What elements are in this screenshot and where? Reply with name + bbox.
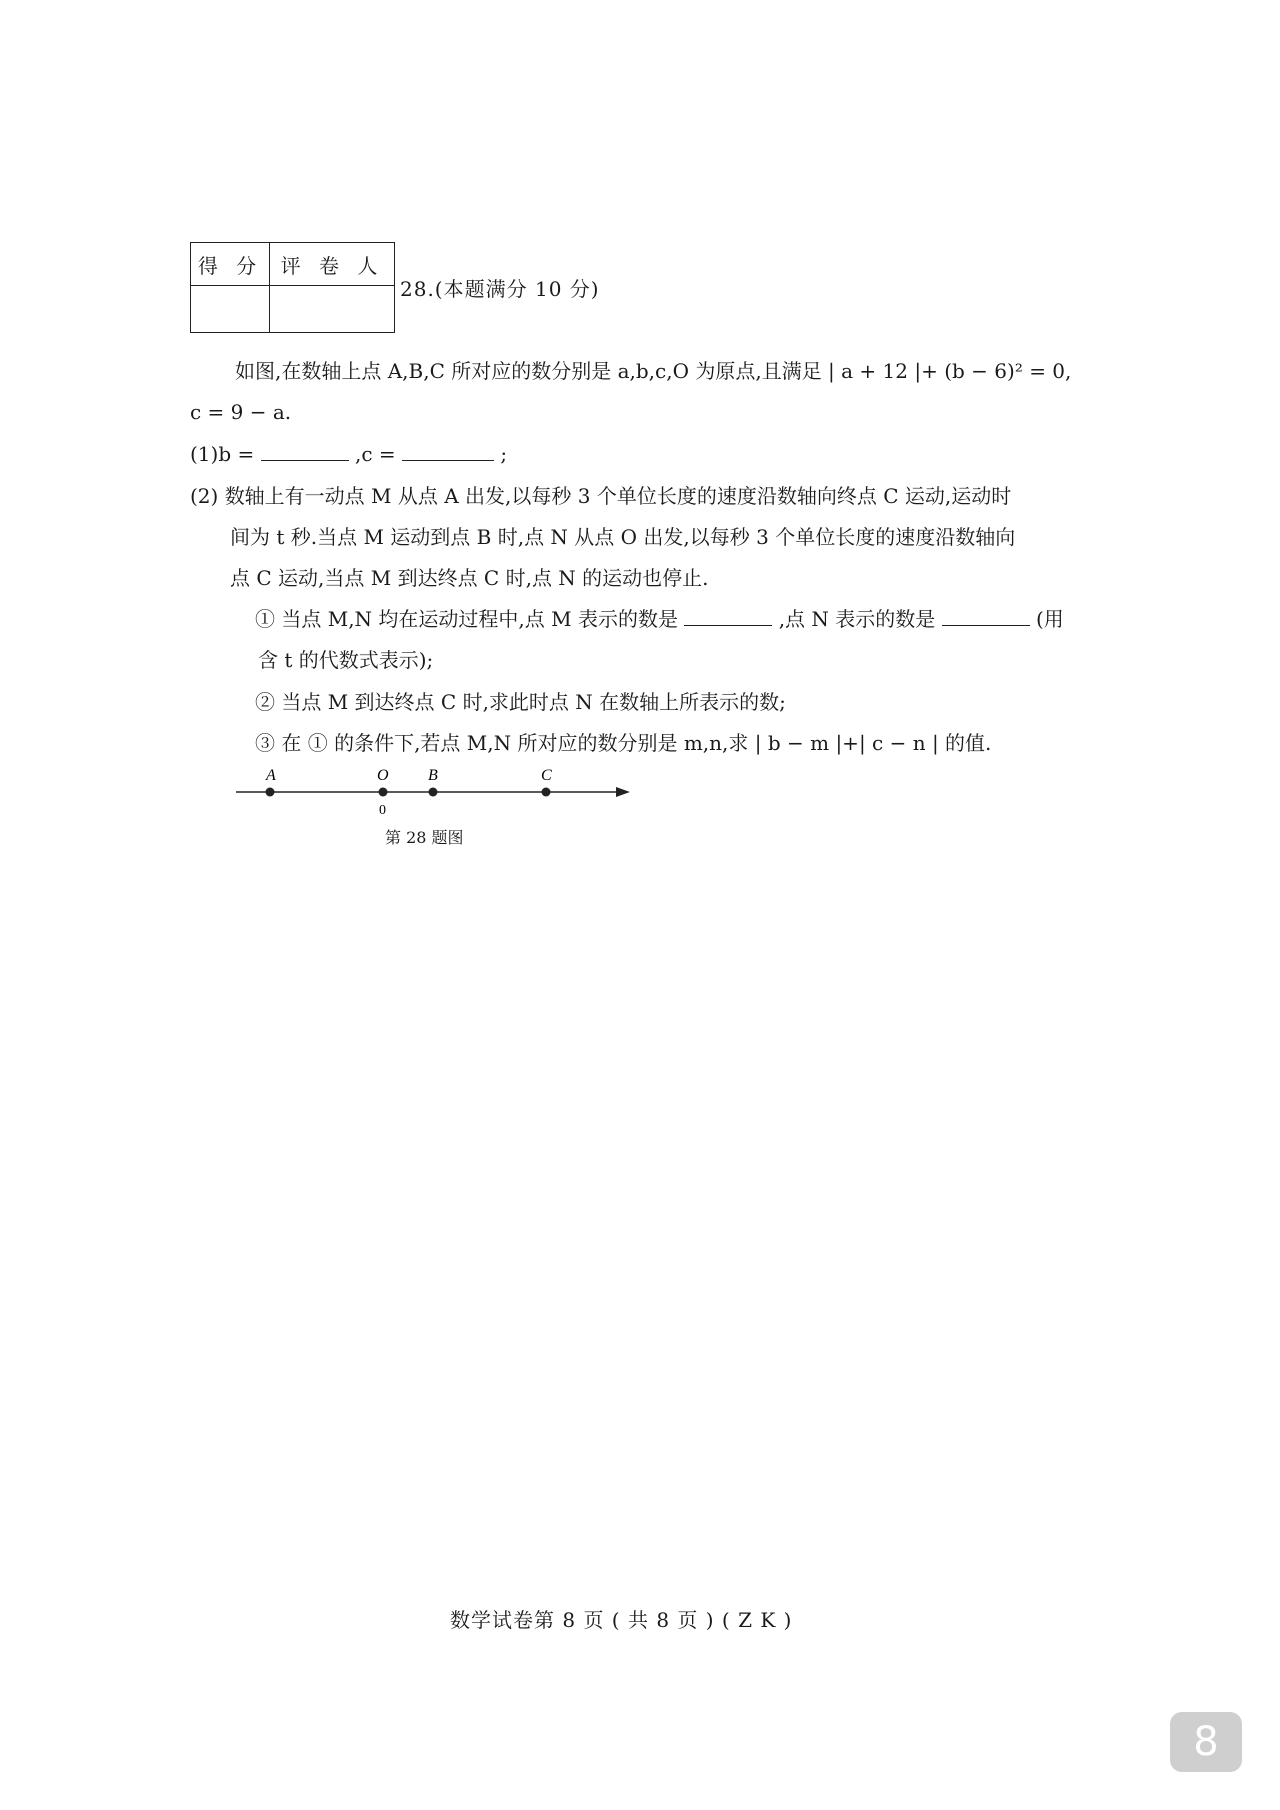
point-b-label: B — [428, 767, 438, 784]
figure-caption: 第 28 题图 — [385, 828, 464, 847]
part-2-line-3: 点 C 运动,当点 M 到达终点 C 时,点 N 的运动也停止. — [230, 566, 709, 590]
part-1 — [190, 440, 507, 468]
point-c-label: C — [541, 767, 552, 784]
part-1-b-label: (1)b = — [190, 442, 255, 466]
page-footer: 数学试卷第 8 页 ( 共 8 页 ) ( Z K ) — [450, 1608, 793, 1632]
part-1-c-label: ,c = — [354, 442, 396, 466]
sub-1-line-1 — [255, 605, 1064, 633]
sub-2: ② 当点 M 到达终点 C 时,求此时点 N 在数轴上所表示的数; — [255, 690, 786, 714]
score-table — [190, 242, 395, 333]
origin-tick-label: 0 — [379, 803, 386, 818]
point-o-dot — [379, 788, 388, 797]
sub-1-end: (用 — [1035, 607, 1064, 631]
question-title: 28.(本题满分 10 分) — [400, 277, 600, 301]
page-number-badge: 8 — [1170, 1712, 1242, 1772]
intro-line-1: 如图,在数轴上点 A,B,C 所对应的数分别是 a,b,c,O 为原点,且满足 | a + 12 |+ (b − 6)² = 0, — [235, 359, 1072, 383]
grader-label: 评 卷 人 — [270, 243, 395, 286]
part-1-end: ; — [500, 442, 508, 466]
sub-1-n-label: ,点 N 表示的数是 — [778, 607, 936, 631]
answer-blank-m[interactable] — [684, 605, 772, 626]
answer-blank-c[interactable] — [402, 440, 494, 461]
score-label: 得 分 — [191, 243, 270, 286]
intro-line-2: c = 9 − a. — [190, 400, 292, 424]
sub-1-m-label: ① 当点 M,N 均在运动过程中,点 M 表示的数是 — [255, 607, 678, 631]
score-cell — [191, 286, 270, 333]
point-a-label: A — [266, 767, 276, 784]
grader-cell — [270, 286, 395, 333]
part-2-line-2: 间为 t 秒.当点 M 运动到点 B 时,点 N 从点 O 出发,以每秒 3 个单位长度的速度沿数轴向 — [230, 525, 1016, 549]
answer-blank-b[interactable] — [261, 440, 349, 461]
sub-3: ③ 在 ① 的条件下,若点 M,N 所对应的数分别是 m,n,求 | b − m |+| c − n | 的值. — [255, 731, 992, 755]
point-a-dot — [266, 788, 275, 797]
point-b-dot — [429, 788, 438, 797]
part-2-line-1: (2) 数轴上有一动点 M 从点 A 出发,以每秒 3 个单位长度的速度沿数轴向终点 C 运动,运动时 — [190, 484, 1012, 508]
point-o-label: O — [377, 767, 389, 784]
number-line-figure — [230, 762, 640, 822]
point-c-dot — [542, 788, 551, 797]
sub-1-line-2: 含 t 的代数式表示); — [258, 648, 434, 672]
answer-blank-n[interactable] — [942, 605, 1030, 626]
axis-arrow-icon — [616, 787, 630, 797]
